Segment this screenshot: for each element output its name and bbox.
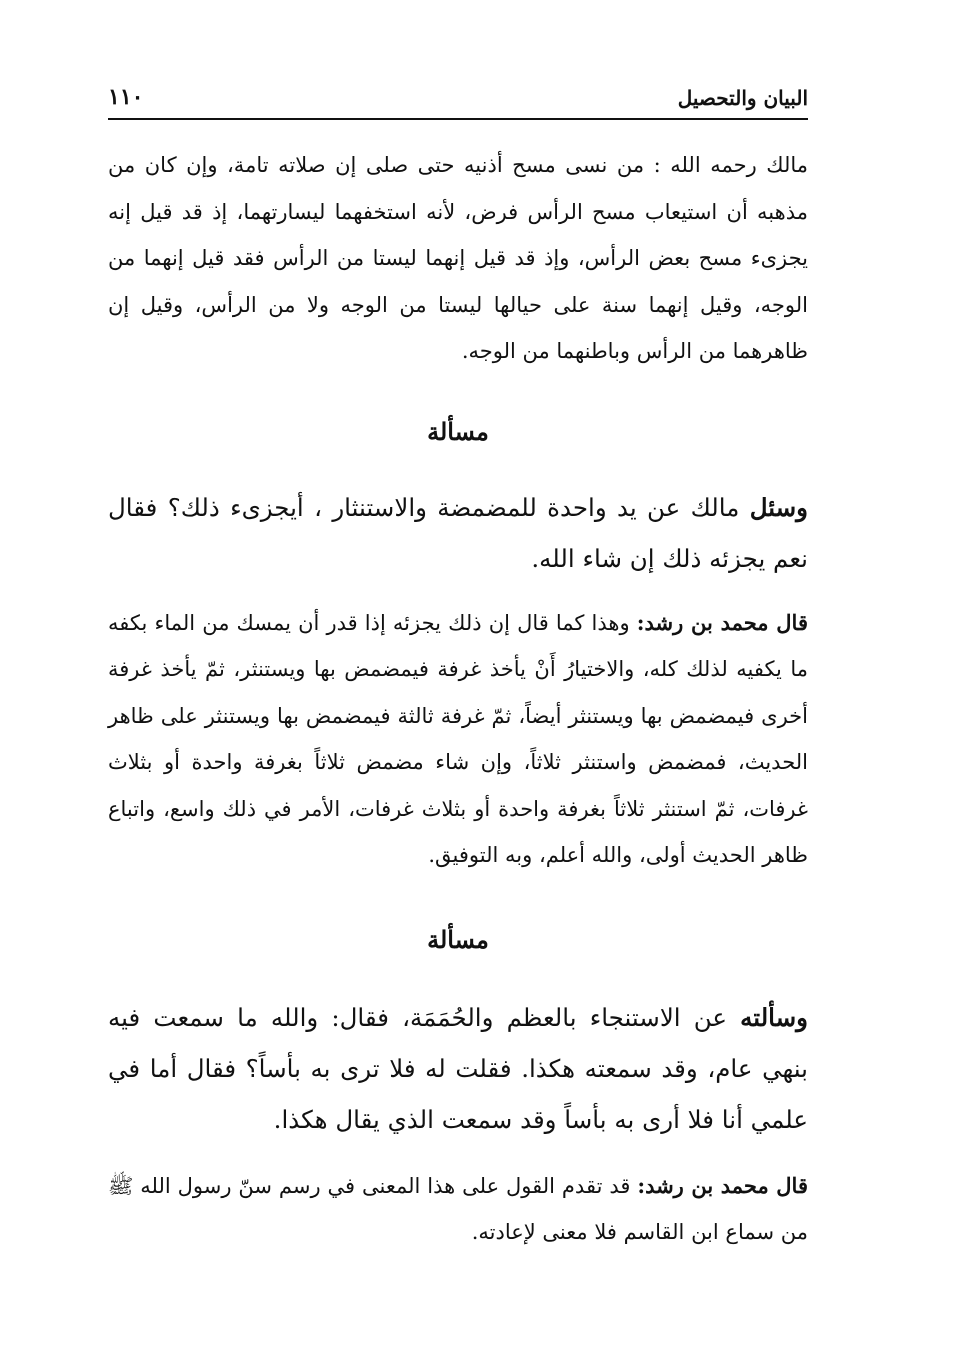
section-heading-2: مسألة	[427, 924, 489, 954]
question-paragraph-1	[108, 482, 808, 584]
page	[108, 78, 808, 1256]
page-number: ١١٠	[108, 84, 144, 110]
question-paragraph-2	[108, 992, 808, 1145]
section-heading-1: مسألة	[427, 416, 489, 446]
question-lead-1: وسئل	[749, 492, 808, 522]
book-title: البيان والتحصيل	[677, 86, 808, 110]
question-lead-2: وسألته	[740, 1002, 808, 1032]
question-text-1: مالك عن يد واحدة للمضمضة والاستنثار ، أيجزىء ذلك؟ فقال نعم يجزئه ذلك إن شاء الله.	[108, 492, 808, 573]
answer-lead-2: قال محمد بن رشد:	[637, 1172, 808, 1198]
intro-paragraph: مالك رحمه الله : من نسى مسح أذنيه حتى صلى إن صلاته تامة، وإن كان من مذهبه أن استيعاب مسح الرأس فرض، لأنه استخفهما ليسارتهما، إذ قد قيل إنه يجزىء مسح بعض الرأس، وإذ قد قيل إنهما ليستا من الرأس فقد قيل إنهما من الوجه، وقيل إنهما سنة على حيالها ليستا من الوجه ولا من الرأس، وقيل إن ظاهرهما من الرأس وباطنهما من الوجه.	[108, 153, 808, 363]
answer-text-1: وهذا كما قال إن ذلك يجزئه إذا قدر أن يمسك من الماء بكفه ما يكفيه لذلك كله، والاختيارُ أَنْ يأخذ غرفة فيمضمض بها ويستنثر، ثمّ يأخذ غرفة أخرى فيمضمض بها ويستنثر أيضاً، ثمّ غرفة ثالثة فيمضمض بها ويستنثر على ظاهر الحديث، فمضمض واستنثر ثلاثاً، وإن شاء مضمض ثلاثاً بغرفة واحدة أو بثلاث غرفات، ثمّ استنثر ثلاثاً بغرفة واحدة أو بثلاث غرفات، الأمر في ذلك واسع، واتباع ظاهر الحديث أولى، والله أعلم، وبه التوفيق.	[108, 610, 808, 867]
answer-lead-1: قال محمد بن رشد:	[636, 609, 808, 635]
answer-paragraph-2	[108, 1163, 808, 1256]
running-header	[108, 78, 808, 120]
answer-paragraph-1	[108, 600, 808, 879]
answer-text-2: قد تقدم القول على هذا المعنى في رسم سنّ رسول الله ﷺ من سماع ابن القاسم فلا معنى لإعادته.	[108, 1173, 808, 1244]
question-text-2: عن الاستنجاء بالعظم والحُمَمَة، فقال: والله ما سمعت فيه بنهي عام، وقد سمعته هكذا. فقلت له فلا ترى به بأساً؟ فقال أما في علمي أنا فلا أرى به بأساً وقد سمعت الذي يقال هكذا.	[108, 1002, 808, 1134]
